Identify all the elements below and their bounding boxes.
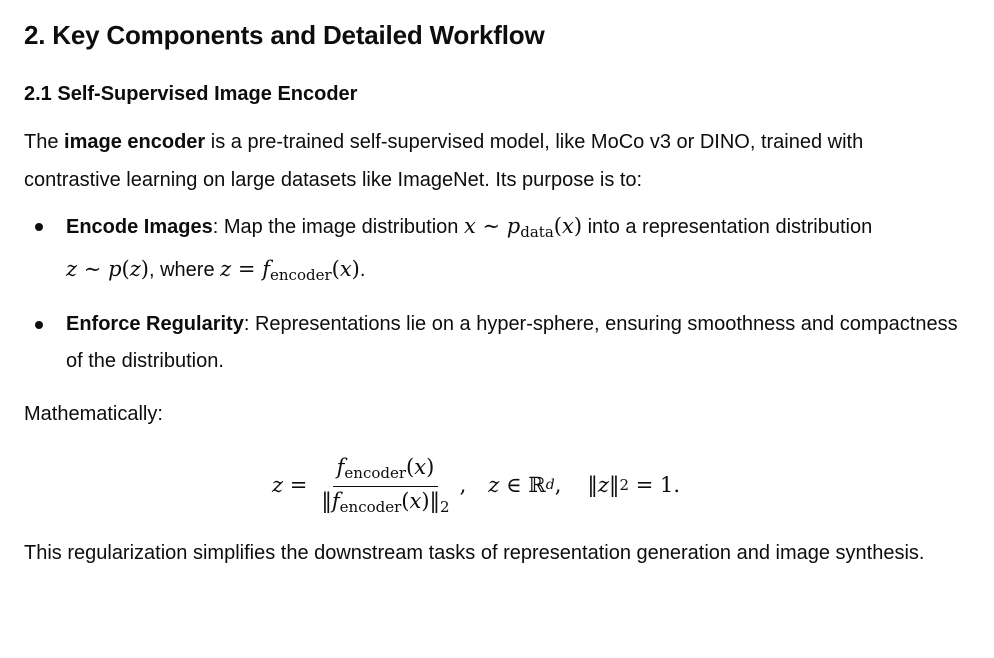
conclusion-paragraph: This regularization simplifies the downstream tasks of representation generation and image synthesis. bbox=[24, 542, 925, 564]
list-item bbox=[24, 208, 964, 294]
intro-bold-term: image encoder bbox=[64, 131, 206, 153]
bullet-dot bbox=[35, 321, 43, 329]
math-inline-encoder: $z = f_{encoder}(x)$ bbox=[220, 257, 360, 284]
bullet-text: . bbox=[359, 259, 366, 281]
section-heading: 2. Key Components and Detailed Workflow bbox=[24, 20, 545, 50]
list-item bbox=[24, 306, 964, 380]
intro-prefix: The bbox=[24, 131, 65, 153]
bullet-text: : Representations lie on a hyper-sphere, ensuring smoothness and compactness of the distribution. bbox=[66, 313, 958, 372]
bullet-text: into a representation distribution bbox=[582, 216, 873, 238]
bullet-text: : Map the image distribution bbox=[212, 216, 464, 238]
display-equation: z = $\frac{f_{encoder}(x)}{‖f_{encoder}(x)‖_2}$ , z ∈ ℝ d , ‖ z ‖ 2 = 1. bbox=[272, 454, 681, 516]
bullet-text: , where bbox=[149, 259, 221, 281]
subsection-heading: 2.1 Self-Supervised Image Encoder bbox=[24, 83, 358, 105]
intro-rest: is a pre-trained self-supervised model, like MoCo v3 or DINO, trained with contrastive learning on large datasets like ImageNet. Its purpose is to: bbox=[24, 131, 864, 191]
bullet-term: Encode Images bbox=[66, 216, 213, 238]
math-inline-z: z ∼ p(z) bbox=[66, 257, 149, 281]
bullet-term: Enforce Regularity bbox=[66, 313, 244, 335]
math-intro: Mathematically: bbox=[24, 403, 163, 425]
bullet-list bbox=[24, 208, 964, 380]
equation-fraction: $\frac{f_{encoder}(x)}{‖f_{encoder}(x)‖_2}$ bbox=[321, 454, 450, 516]
intro-paragraph bbox=[24, 123, 954, 199]
bullet-dot bbox=[35, 223, 43, 231]
math-inline-x: x ∼ $p_{data}(x)$ bbox=[463, 214, 583, 241]
